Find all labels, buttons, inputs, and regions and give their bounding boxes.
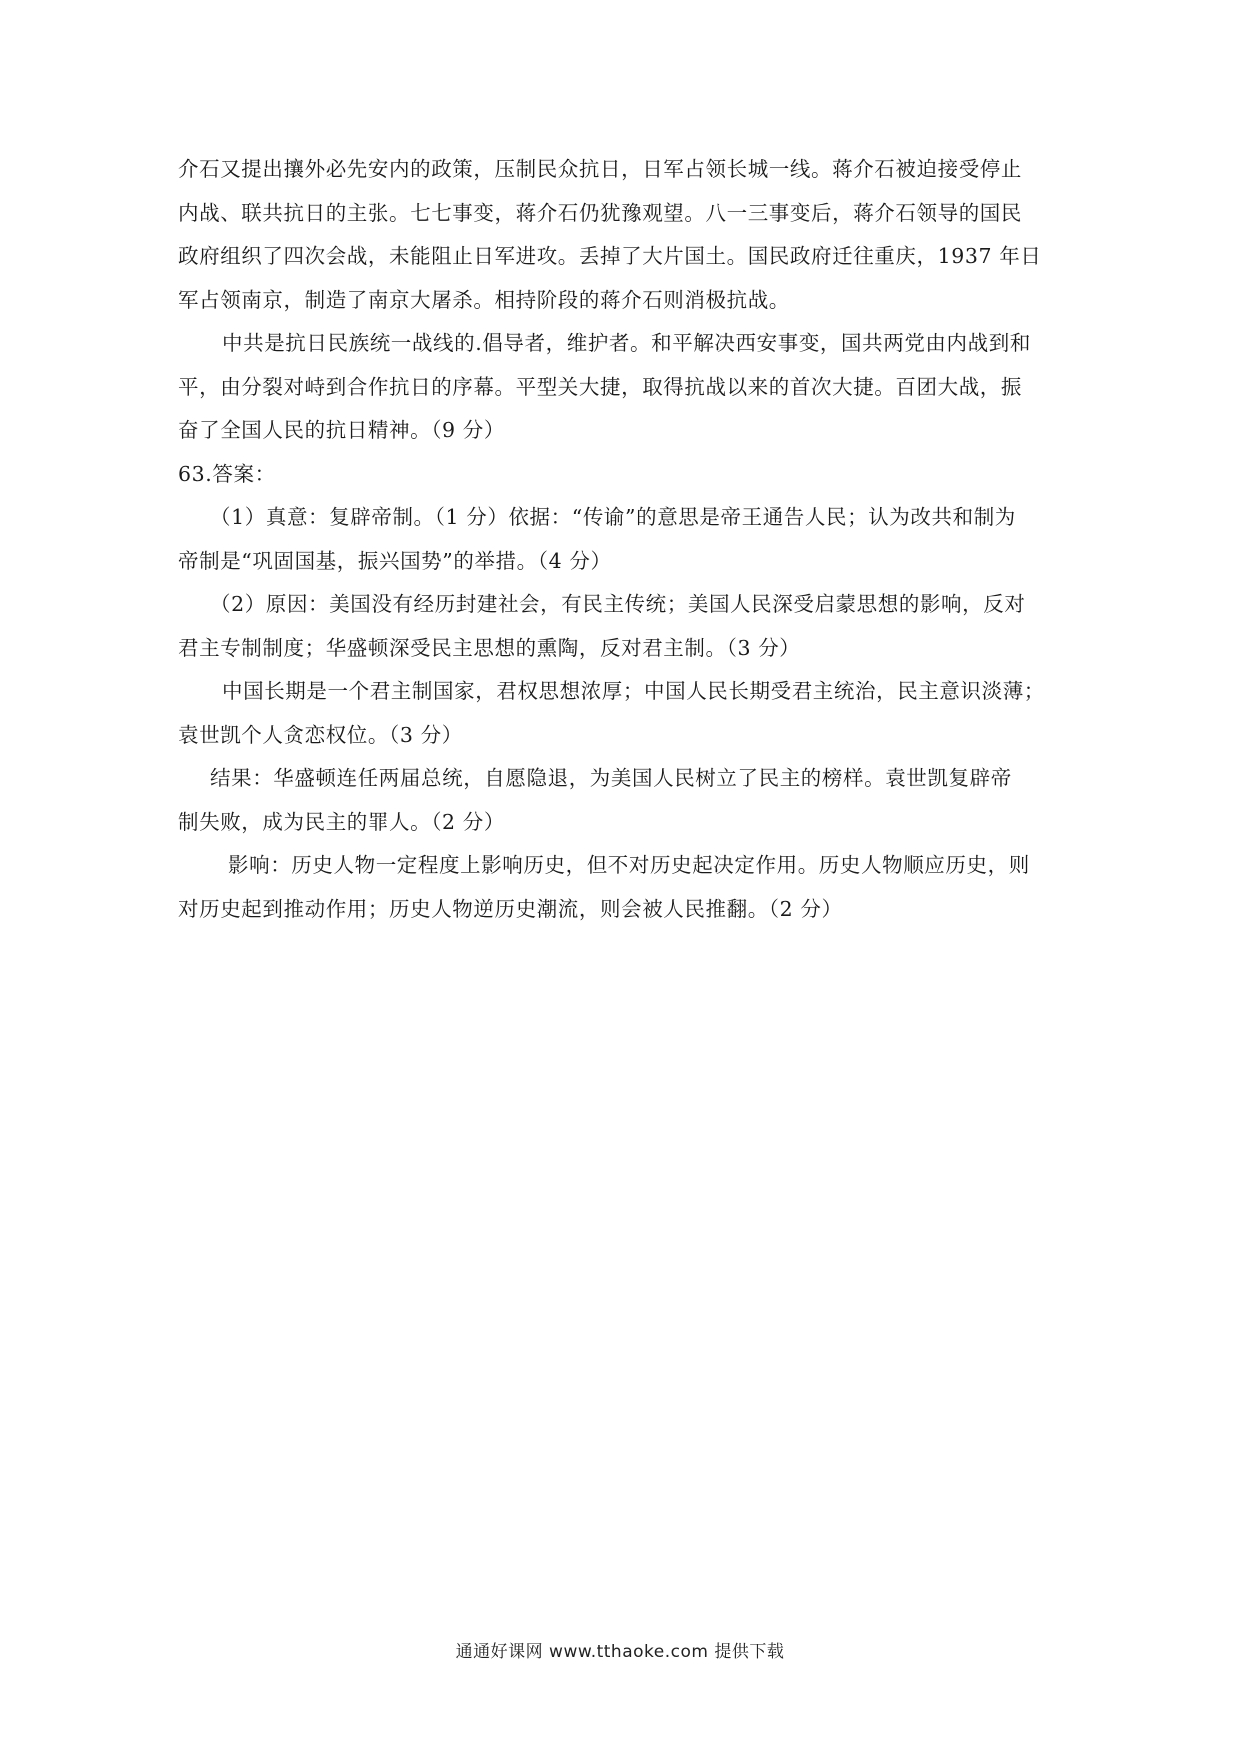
text-line: 袁世凯个人贪恋权位。（3 分） (178, 722, 463, 747)
text-line: 帝制是“巩固国基，振兴国势”的举措。（4 分） (178, 548, 612, 573)
paragraph-start-line: 中共是抗日民族统一战线的.倡导者，维护者。和平解决西安事变，国共两党由内战到和 (222, 331, 1031, 355)
text-line: 君主专制制度；华盛顿深受民主思想的熏陶，反对君主制。（3 分） (178, 635, 801, 660)
paragraph-start-line: 中国长期是一个君主制国家，君权思想浓厚；中国人民长期受君主统治，民主意识淡薄； (222, 679, 1045, 703)
influence-paragraph-line: 影响：历史人物一定程度上影响历史，但不对历史起决定作用。历史人物顺应历史，则 (228, 853, 1030, 877)
result-paragraph-line: 结果：华盛顿连任两届总统，自愿隐退，为美国人民树立了民主的榜样。袁世凯复辟帝 (210, 766, 1012, 790)
text-line: 平，由分裂对峙到合作抗日的序幕。平型关大捷，取得抗战以来的首次大捷。百团大战，振 (178, 374, 1022, 399)
text-line: 内战、联共抗日的主张。七七事变，蒋介石仍犹豫观望。八一三事变后，蒋介石领导的国民 (178, 200, 1022, 225)
question-number-heading: 63.答案： (178, 461, 276, 486)
text-line: 对历史起到推动作用；历史人物逆历史潮流，则会被人民推翻。（2 分） (178, 896, 843, 921)
text-line: 介石又提出攘外必先安内的政策，压制民众抗日，日军占领长城一线。蒋介石被迫接受停止 (178, 157, 1022, 181)
page-footer: 通通好课网 www.tthaoke.com 提供下载 (455, 1642, 785, 1662)
answer-part-2-line: （2）原因：美国没有经历封建社会，有民主传统；美国人民深受启蒙思想的影响，反对 (210, 592, 1026, 616)
answer-text-body (178, 158, 1073, 941)
text-line: 政府组织了四次会战，未能阻止日军进攻。丢掉了大片国土。国民政府迁往重庆，1937 年日 (178, 244, 1042, 268)
answer-part-1-line: （1）真意：复辟帝制。（1 分）依据：“传谕”的意思是帝王通告人民；认为改共和制为 (210, 505, 1016, 529)
text-line: 制失败，成为民主的罪人。（2 分） (178, 809, 506, 834)
text-line: 军占领南京，制造了南京大屠杀。相持阶段的蒋介石则消极抗战。 (178, 287, 790, 312)
text-line: 奋了全国人民的抗日精神。（9 分） (178, 418, 506, 442)
